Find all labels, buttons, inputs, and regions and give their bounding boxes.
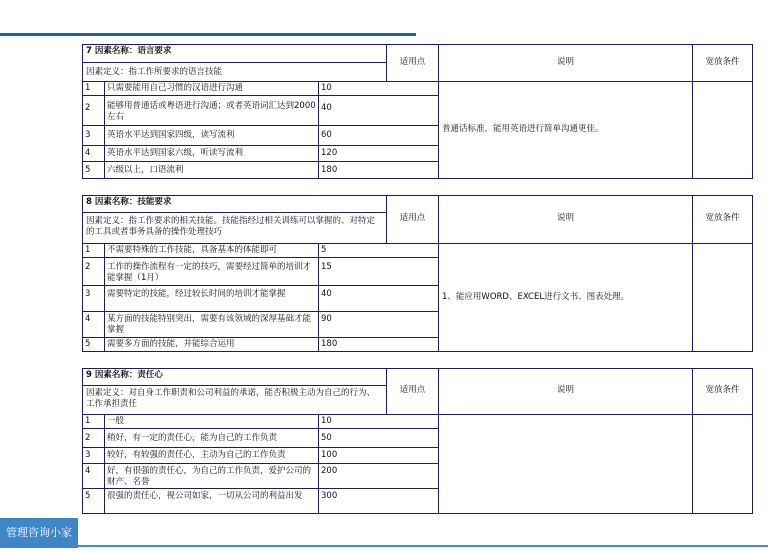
level-description: 只需要能用自己习惯的汉语进行沟通 [105, 82, 319, 95]
apply-input-box[interactable] [387, 463, 438, 488]
level-points: 180 [321, 165, 338, 175]
brand-badge: 管理咨询小家 [0, 518, 78, 548]
level-cell: 4 [83, 312, 105, 337]
table-row [83, 243, 387, 257]
table-row [83, 161, 387, 178]
factor-definition: 因素定义：对自身工作职责和公司利益的承诺，能否积极主动为自己的行为、工作承担责任 [83, 385, 386, 417]
level-points: 10 [321, 416, 332, 426]
level-cell: 1 [83, 82, 105, 95]
level-points: 10 [321, 83, 332, 93]
loose-condition-cell [693, 243, 752, 351]
level-description: 工作的操作流程有一定的技巧，需要经过简单的培训才能掌握（1月） [105, 258, 319, 285]
note-cell: 普通话标准，能用英语进行简单沟通更佳。 [439, 81, 693, 178]
level-points: 120 [321, 148, 338, 158]
level-cell: 5 [83, 338, 105, 351]
factor-table-language [82, 44, 753, 179]
factor-definition: 因素定义：指工作要求的相关技能。技能指经过相关训练可以掌握的、对特定的工具或者事务具备的操作处理技巧 [83, 212, 386, 247]
table-row [83, 337, 387, 351]
factor-title: 7 因素名称：语言要求 [86, 46, 172, 56]
level-points: 50 [321, 433, 332, 443]
level-description: 英语水平达到国家六级，听读写流利 [105, 146, 319, 161]
table-row [83, 414, 387, 428]
table-row [83, 81, 387, 95]
table-row [83, 125, 387, 145]
level-description: 需要多方面的技能，并能综合运用 [105, 338, 319, 351]
factor-title: 9 因素名称：责任心 [86, 370, 163, 380]
loose-condition-cell [693, 414, 752, 513]
level-description: 很强的责任心，视公司如家，一切从公司的利益出发 [105, 489, 319, 513]
apply-input-box[interactable] [387, 311, 438, 337]
level-description: 需要特定的技能，经过较长时间的培训才能掌握 [105, 286, 319, 311]
column-header-loose: 宽放条件 [705, 385, 740, 395]
level-description: 较好，有较强的责任心，主动为自己的工作负责 [105, 448, 319, 463]
note-cell [439, 414, 693, 513]
level-description: 能够用普通话或粤语进行沟通；或者英语词汇达到2000左右 [105, 96, 319, 125]
table-row [83, 311, 387, 337]
apply-input-box[interactable] [387, 488, 438, 513]
apply-column [387, 81, 439, 178]
column-header-apply: 适用点 [387, 369, 439, 414]
column-header-loose: 宽放条件 [705, 57, 740, 67]
level-cell: 2 [83, 258, 105, 285]
table-row [83, 447, 387, 463]
apply-input-box[interactable] [387, 145, 438, 161]
level-cell: 5 [83, 489, 105, 513]
bottom-accent-rule [78, 545, 768, 547]
level-points: 180 [321, 339, 338, 349]
apply-input-box[interactable] [387, 447, 438, 463]
apply-input-box[interactable] [387, 285, 438, 311]
table-row [83, 145, 387, 161]
table-row [83, 463, 387, 488]
level-description: 一般 [105, 415, 319, 428]
loose-condition-cell [693, 81, 752, 178]
column-header-apply: 适用点 [387, 196, 439, 243]
column-header-note: 说明 [439, 369, 693, 414]
column-header-loose: 宽放条件 [705, 213, 740, 223]
note-cell: 1、能应用WORD、EXCEL进行文书、图表处理。 [439, 243, 693, 351]
level-cell: 1 [83, 244, 105, 257]
level-description: 六级以上，口语流利 [105, 162, 319, 178]
level-cell: 1 [83, 415, 105, 428]
table-row [83, 257, 387, 285]
level-points: 5 [321, 245, 327, 255]
level-cell: 3 [83, 286, 105, 311]
apply-input-box[interactable] [387, 125, 438, 145]
top-accent-rule [0, 33, 416, 36]
level-cell: 5 [83, 162, 105, 178]
column-header-apply: 适用点 [387, 45, 439, 81]
level-points: 15 [321, 262, 332, 272]
column-header-note: 说明 [439, 45, 693, 81]
level-points: 100 [321, 450, 338, 460]
level-cell: 3 [83, 448, 105, 463]
level-description: 英语水平达到国家四级，读写流利 [105, 126, 319, 145]
level-description: 某方面的技能特别突出，需要有该领域的深厚基础才能掌握 [105, 312, 319, 337]
level-cell: 3 [83, 126, 105, 145]
table-row [83, 488, 387, 513]
level-points: 60 [321, 130, 332, 140]
level-description: 稍好，有一定的责任心，能为自己的工作负责 [105, 429, 319, 447]
apply-input-box[interactable] [387, 257, 438, 285]
apply-input-box[interactable] [387, 95, 438, 111]
table-row [83, 428, 387, 447]
factor-header [83, 45, 387, 81]
level-cell: 4 [83, 146, 105, 161]
table-row [83, 95, 387, 125]
level-cell: 4 [83, 464, 105, 488]
level-description: 不需要特殊的工作技能，具备基本的体能即可 [105, 244, 319, 257]
factor-table-skill [82, 195, 753, 352]
apply-input-box[interactable] [387, 337, 438, 351]
factor-header [83, 196, 387, 243]
level-points: 90 [321, 314, 332, 324]
apply-column [387, 243, 439, 351]
factor-header [83, 369, 387, 414]
level-cell: 2 [83, 96, 105, 125]
factor-table-responsibility [82, 368, 753, 514]
apply-input-box[interactable] [387, 428, 438, 447]
apply-input-box[interactable] [387, 161, 438, 178]
factor-title: 8 因素名称：技能要求 [86, 197, 172, 207]
column-header-note: 说明 [439, 196, 693, 243]
level-points: 300 [321, 491, 338, 501]
apply-column [387, 414, 439, 513]
level-cell: 2 [83, 429, 105, 447]
table-row [83, 285, 387, 311]
level-points: 40 [321, 289, 332, 299]
level-points: 40 [321, 103, 332, 113]
level-points: 200 [321, 466, 338, 476]
level-description: 好，有很强的责任心，为自己的工作负责，爱护公司的财产、名誉 [105, 464, 319, 488]
factor-definition: 因素定义：指工作所要求的语言技能 [83, 62, 386, 83]
